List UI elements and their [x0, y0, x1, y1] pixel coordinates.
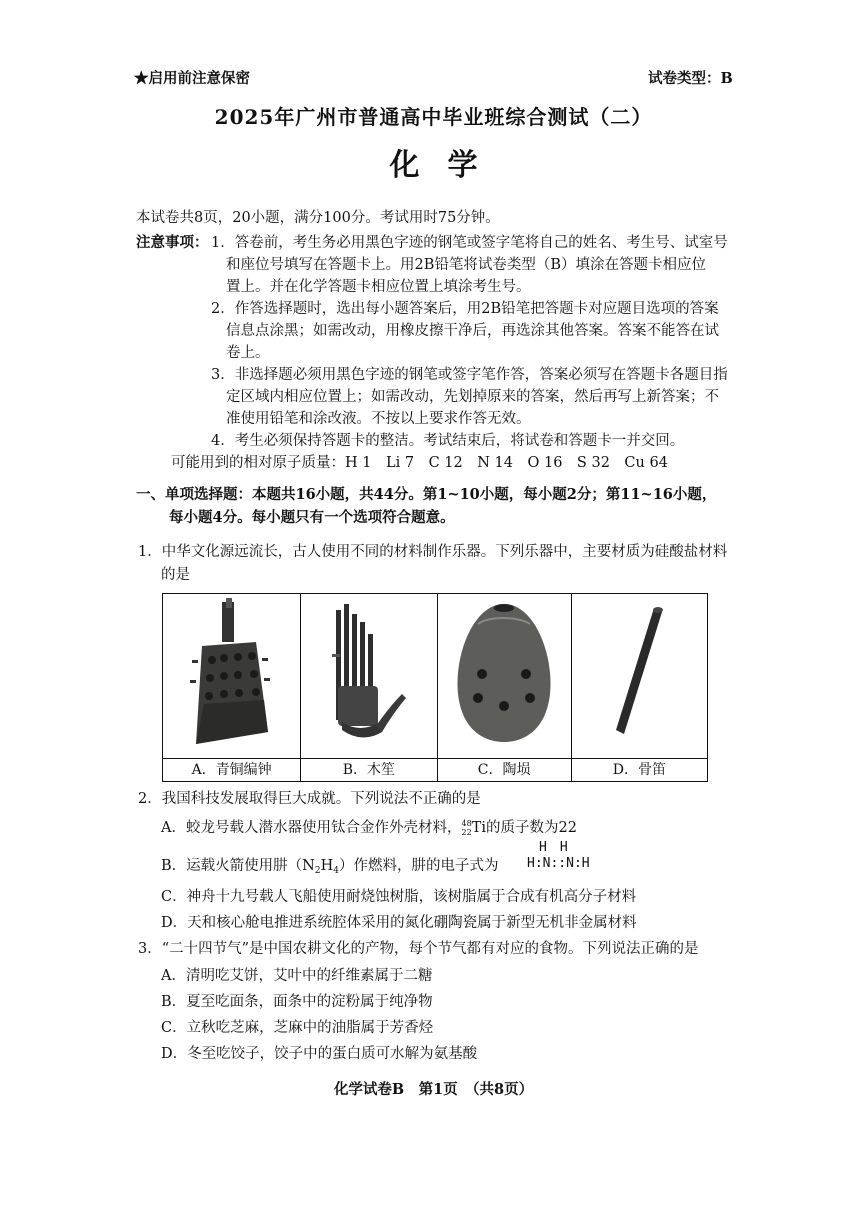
q1-option-a-cell[interactable] [163, 594, 301, 782]
q1-stem-cont: 的是 [161, 567, 190, 583]
q3-option-d: D．冬至吃饺子，饺子中的蛋白质可水解为氨基酸 [161, 1046, 478, 1062]
note-line: 3．非选择题必须用黑色字迹的钢笔或签字笔作答，答案必须写在答题卡各题目指 [211, 367, 728, 383]
q1-option-a-label: A．青铜编钟 [163, 758, 300, 781]
note-line: 和座位号填写在答题卡上。用2B铅笔将试卷类型（B）填涂在答题卡相应位 [226, 257, 707, 273]
note-line: 信息点涂黑；如需改动，用橡皮擦干净后，再选涂其他答案。答案不能答在试 [226, 323, 719, 339]
q2-option-b-sub2: 4 [333, 866, 339, 876]
q2-option-b-sub1: 2 [314, 866, 321, 876]
wooden-sheng-icon [302, 594, 436, 754]
q2-option-a-post: 的质子数为22 [485, 820, 577, 836]
confidential-note: ★启用前注意保密 [134, 70, 250, 87]
note-line: 1．答卷前，考生务必用黑色字迹的钢笔或签字笔将自己的姓名、考生号、试室号 [211, 235, 728, 251]
q1-option-b-label: B．木笙 [301, 758, 436, 781]
q1-option-c-cell[interactable] [437, 594, 571, 782]
subject-title: 化学 [389, 148, 506, 183]
exam-intro: 本试卷共8页，20小题，满分100分。考试用时75分钟。 [136, 210, 500, 226]
q3-option-c: C．立秋吃芝麻，芝麻中的油脂属于芳香烃 [161, 1020, 434, 1036]
note-line: 卷上。 [226, 345, 270, 361]
note-line: 2．作答选择题时，选出每小题答案后，用2B铅笔把答题卡对应题目选项的答案 [211, 301, 719, 317]
q1-option-d-cell[interactable] [571, 594, 707, 782]
page-footer: 化学试卷B 第1页 （共8页） [333, 1081, 534, 1098]
q2-mass-number: 48 [461, 819, 472, 828]
q2-option-c: C．神舟十九号载人飞船使用耐烧蚀树脂，该树脂属于合成有机高分子材料 [161, 889, 637, 905]
note-line: 定区域内相应位置上；如需改动，先划掉原来的答案，然后再写上新答案；不 [226, 389, 719, 405]
q3-option-b: B．夏至吃面条，面条中的淀粉属于纯净物 [161, 994, 433, 1010]
q2-option-b-post: ）作燃料，肼的电子式为 [338, 858, 499, 874]
q2-option-b [161, 855, 498, 882]
section1-heading: 一、单项选择题：本题共16小题，共44分。第1~10小题，每小题2分；第11~16小题， [136, 486, 717, 503]
q3-option-a: A．清明吃艾饼，艾叶中的纤维素属于二糖 [161, 968, 433, 984]
hydrazine-electron-formula [527, 840, 590, 872]
section1-heading-cont: 每小题4分。每小题只有一个选项符合题意。 [169, 509, 455, 526]
q2-option-a [161, 817, 577, 839]
q3-stem: 3．“二十四节气”是中国农耕文化的产物，每个节气都有对应的食物。下列说法正确的是 [138, 941, 699, 957]
q2-option-d: D．天和核心舱电推进系统腔体采用的氮化硼陶瓷属于新型无机非金属材料 [161, 915, 637, 931]
q2-option-b-pre: B．运载火箭使用肼（N [161, 858, 315, 874]
q1-option-b-cell[interactable] [301, 594, 437, 782]
q2-atomic-number: 22 [461, 828, 472, 837]
q1-stem: 1．中华文化源远流长，古人使用不同的材料制作乐器。下列乐器中，主要材质为硅酸盐材料 [138, 544, 728, 560]
note-line: 置上。并在化学答题卡相应位置上填涂考生号。 [226, 279, 531, 295]
bronze-bell-icon [164, 594, 300, 754]
notes-label: 注意事项： [136, 234, 209, 251]
q1-option-c-label: C．陶埙 [438, 758, 571, 781]
hydrazine-formula-main: H:N::N:H [527, 856, 590, 871]
q2-stem: 2．我国科技发展取得巨大成就。下列说法不正确的是 [138, 791, 481, 807]
q2-element-symbol: Ti [471, 820, 486, 836]
paper-type: 试卷类型：B [648, 70, 733, 87]
q2-option-a-pre: A．蛟龙号载人潜水器使用钛合金作外壳材料， [161, 820, 462, 836]
exam-title: 2025年广州市普通高中毕业班综合测试（二） [214, 105, 653, 129]
hydrazine-formula-top: H H [539, 840, 568, 855]
q1-options-table [162, 593, 708, 782]
note-line: 准使用铅笔和涂改液。不按以上要求作答无效。 [226, 411, 531, 427]
clay-xun-icon [438, 594, 570, 754]
q1-option-d-label: D．骨笛 [572, 758, 707, 781]
bone-flute-icon [572, 594, 706, 754]
note-line: 4．考生必须保持答题卡的整洁。考试结束后，将试卷和答题卡一并交回。 [211, 433, 685, 449]
atomic-masses: 可能用到的相对原子质量：H 1 Li 7 C 12 N 14 O 16 S 32 Cu 64 [171, 455, 668, 471]
q2-option-b-mid: H [320, 858, 334, 874]
